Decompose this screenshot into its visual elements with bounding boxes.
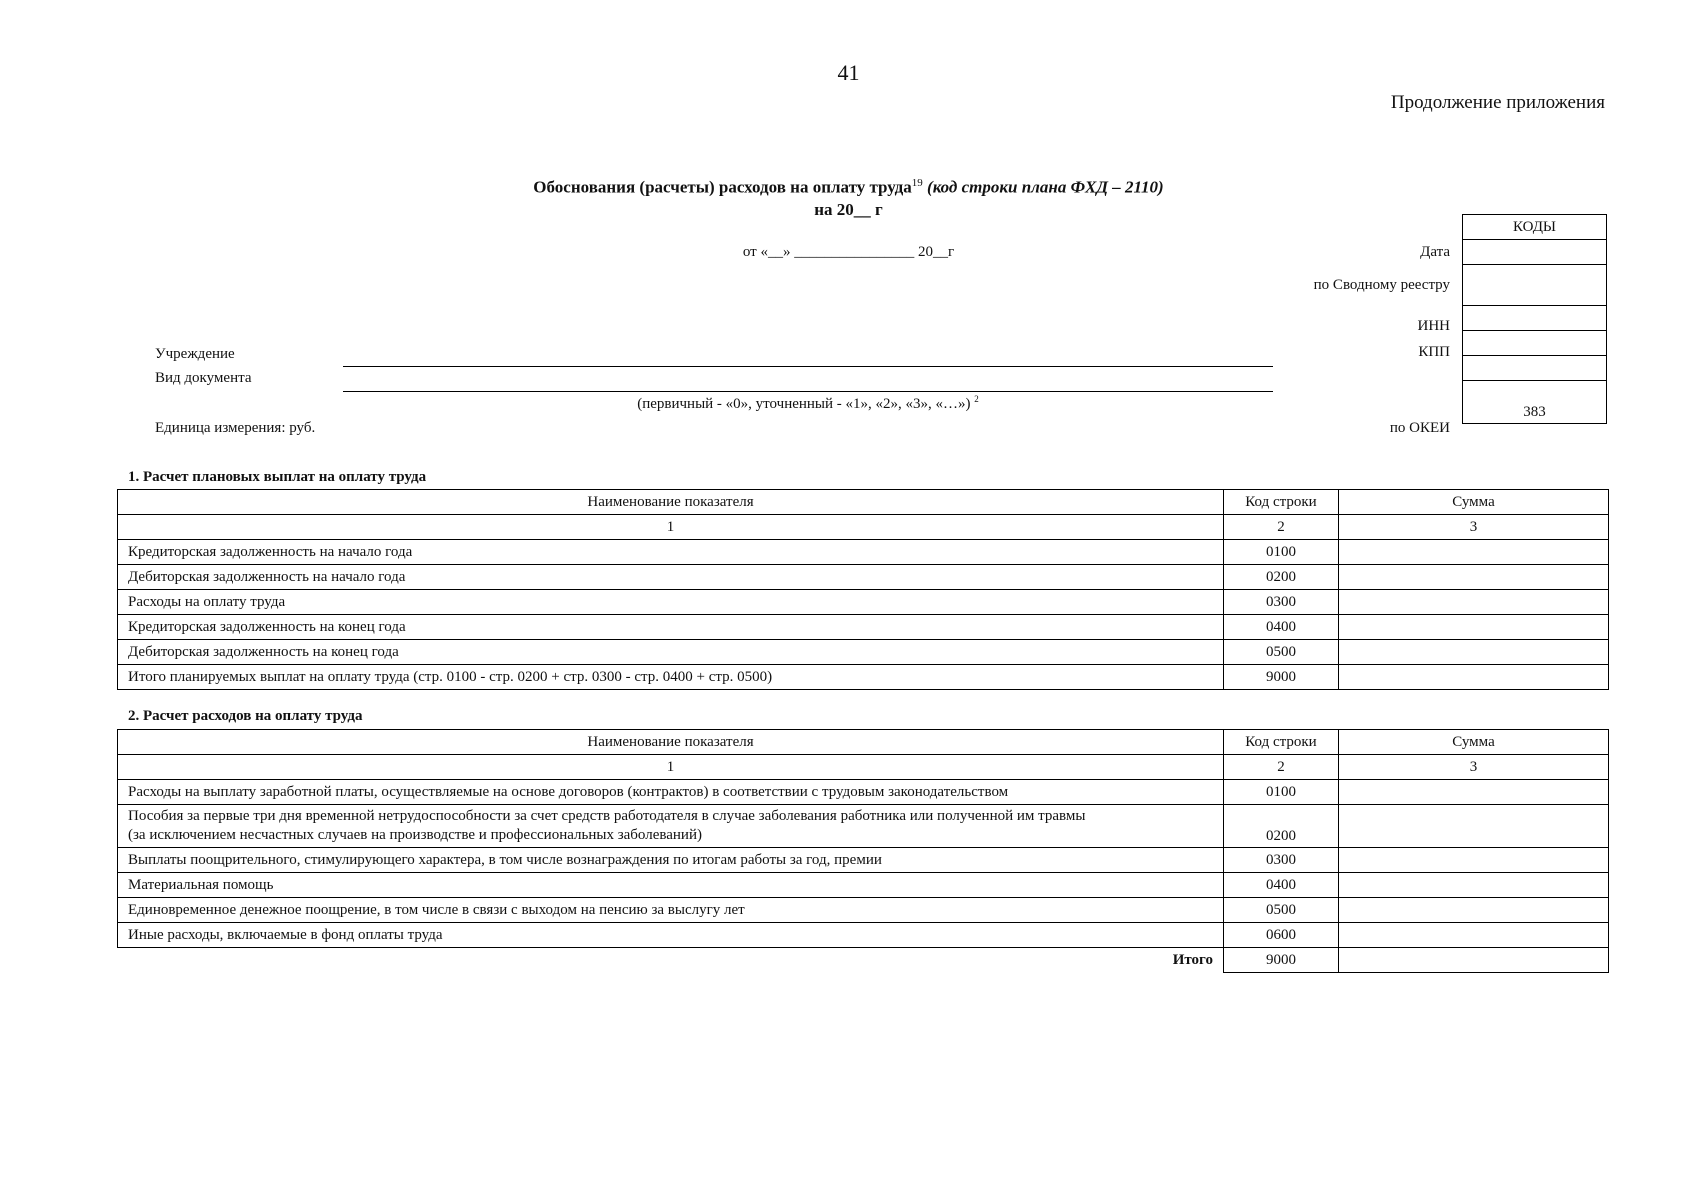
row-name: Дебиторская задолженность на конец года	[118, 640, 1224, 665]
code-label-registry: по Сводному реестру	[1313, 277, 1450, 293]
header-name: Наименование показателя	[118, 490, 1224, 515]
row-name: Итого планируемых выплат на оплату труда (стр. 0100 - стр. 0200 + стр. 0300 - стр. 0400 + стр. 0500)	[118, 665, 1224, 690]
code-inn-cell[interactable]	[1463, 306, 1607, 331]
row-code: 0500	[1224, 640, 1339, 665]
row-code: 0200	[1224, 565, 1339, 590]
title-year: на 20__ г	[814, 199, 883, 219]
title-footnote: 19	[911, 177, 923, 189]
doc-type-hint: (первичный - «0», уточненный - «1», «2», «3», «…») $^2$	[637, 394, 979, 412]
continuation-label: Продолжение приложения	[1390, 92, 1605, 113]
table-row	[118, 923, 1609, 948]
table-row	[118, 540, 1609, 565]
col-number: 2	[1224, 515, 1339, 540]
code-label-date: Дата	[1420, 244, 1450, 260]
doc-type-label: Вид документа	[155, 370, 252, 386]
table-number-row	[118, 515, 1609, 540]
row-sum[interactable]	[1339, 873, 1609, 898]
section2-table	[117, 729, 1609, 973]
row-sum[interactable]	[1339, 805, 1609, 848]
total-code: 9000	[1224, 948, 1339, 973]
row-sum[interactable]	[1339, 565, 1609, 590]
code-date-cell[interactable]	[1463, 240, 1607, 265]
row-name-line1: Пособия за первые три дня временной нетрудоспособности за счет средств работодателя в случае заболевания работника или полученной им травмы	[128, 808, 1086, 824]
table-row	[118, 848, 1609, 873]
document-title	[0, 172, 1697, 221]
code-okei-cell: 383	[1463, 381, 1607, 424]
row-sum[interactable]	[1339, 590, 1609, 615]
code-label-kpp: КПП	[1418, 344, 1450, 360]
row-code: 0500	[1224, 898, 1339, 923]
row-sum[interactable]	[1339, 665, 1609, 690]
total-row	[118, 948, 1609, 973]
row-code: 0400	[1224, 873, 1339, 898]
row-name: Кредиторская задолженность на начало года	[118, 540, 1224, 565]
col-number: 1	[118, 755, 1224, 780]
row-sum[interactable]	[1339, 923, 1609, 948]
unit-label: Единица измерения: руб.	[155, 420, 316, 436]
row-code: 0600	[1224, 923, 1339, 948]
code-label-inn: ИНН	[1417, 318, 1450, 334]
row-name	[118, 805, 1224, 848]
header-code: Код строки	[1224, 490, 1339, 515]
table-header-row	[118, 490, 1609, 515]
code-kpp-cell[interactable]	[1463, 331, 1607, 356]
title-italic: (код строки плана ФХД – 2110)	[922, 177, 1164, 197]
row-sum[interactable]	[1339, 540, 1609, 565]
table-row	[118, 873, 1609, 898]
institution-line[interactable]	[343, 366, 1273, 367]
row-name: Выплаты поощрительного, стимулирующего характера, в том числе вознаграждения по итогам работы за год, премии	[118, 848, 1224, 873]
row-name: Расходы на выплату заработной платы, осуществляемые на основе договоров (контрактов) в соответствии с трудовым законодательством	[118, 780, 1224, 805]
table-row	[118, 805, 1609, 848]
row-sum[interactable]	[1339, 640, 1609, 665]
page-number: 41	[837, 60, 860, 85]
row-name: Расходы на оплату труда	[118, 590, 1224, 615]
table-row	[118, 665, 1609, 690]
table-row	[118, 640, 1609, 665]
codes-table	[1462, 214, 1607, 424]
row-name: Единовременное денежное поощрение, в том числе в связи с выходом на пенсию за выслугу лет	[118, 898, 1224, 923]
row-sum[interactable]	[1339, 898, 1609, 923]
table-row	[118, 615, 1609, 640]
row-code: 0200	[1224, 805, 1339, 848]
row-sum[interactable]	[1339, 848, 1609, 873]
section1-title: 1. Расчет плановых выплат на оплату труда	[128, 469, 427, 485]
row-name: Материальная помощь	[118, 873, 1224, 898]
total-sum[interactable]	[1339, 948, 1609, 973]
table-row	[118, 780, 1609, 805]
code-registry-cell[interactable]	[1463, 265, 1607, 306]
table-row	[118, 565, 1609, 590]
col-number: 2	[1224, 755, 1339, 780]
row-code: 0300	[1224, 590, 1339, 615]
row-name: Иные расходы, включаемые в фонд оплаты труда	[118, 923, 1224, 948]
row-name: Кредиторская задолженность на конец года	[118, 615, 1224, 640]
code-doctype-cell[interactable]	[1463, 356, 1607, 381]
table-row	[118, 590, 1609, 615]
header-sum: Сумма	[1339, 730, 1609, 755]
header-sum: Сумма	[1339, 490, 1609, 515]
table-header-row	[118, 730, 1609, 755]
table-row	[118, 898, 1609, 923]
total-label: Итого	[118, 948, 1224, 973]
row-sum[interactable]	[1339, 780, 1609, 805]
col-number: 1	[118, 515, 1224, 540]
row-code: 0300	[1224, 848, 1339, 873]
row-name-line2: (за исключением несчастных случаев на производстве и профессиональных заболеваний)	[128, 827, 702, 843]
codes-header: КОДЫ	[1463, 215, 1607, 240]
institution-label: Учреждение	[155, 346, 235, 362]
date-line: от «__» ________________ 20__г	[742, 244, 955, 260]
row-code: 0400	[1224, 615, 1339, 640]
table-number-row	[118, 755, 1609, 780]
title-main: Обоснования (расчеты) расходов на оплату труда	[533, 177, 912, 197]
col-number: 3	[1339, 515, 1609, 540]
section1-table	[117, 489, 1609, 690]
header-name: Наименование показателя	[118, 730, 1224, 755]
header-code: Код строки	[1224, 730, 1339, 755]
row-code: 9000	[1224, 665, 1339, 690]
row-code: 0100	[1224, 540, 1339, 565]
col-number: 3	[1339, 755, 1609, 780]
row-code: 0100	[1224, 780, 1339, 805]
code-label-okei: по ОКЕИ	[1389, 420, 1450, 436]
row-sum[interactable]	[1339, 615, 1609, 640]
doc-type-line[interactable]	[343, 391, 1273, 392]
section2-title: 2. Расчет расходов на оплату труда	[128, 708, 363, 724]
row-name: Дебиторская задолженность на начало года	[118, 565, 1224, 590]
